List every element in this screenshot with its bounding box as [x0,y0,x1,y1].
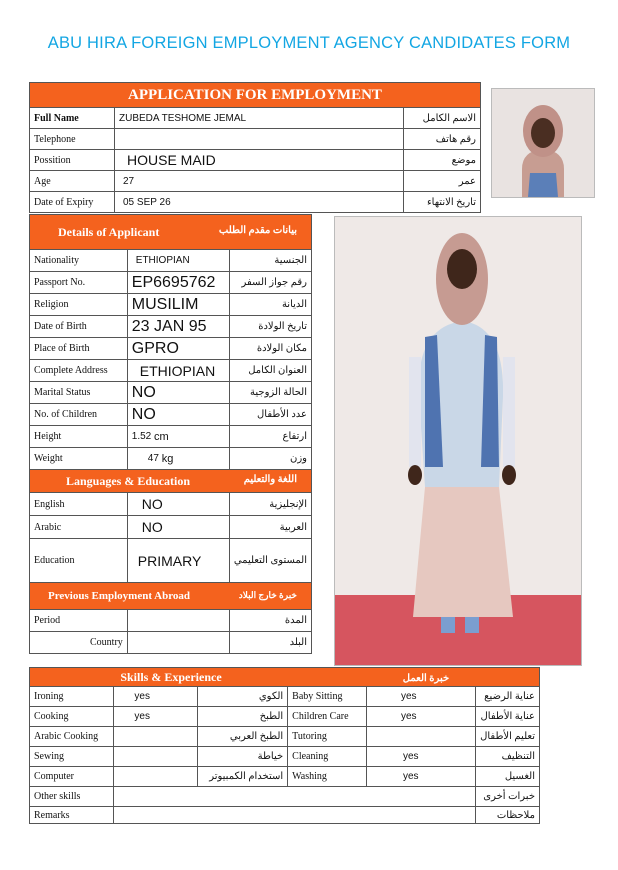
age-label: Age [30,171,115,192]
nationality-label: Nationality [30,250,128,272]
cooking-ar: الطبخ [198,707,288,727]
telephone-label: Telephone [30,129,115,150]
full-name-ar: الاسم الكامل [404,108,481,129]
weight-value [127,448,229,470]
country-ar: البلد [229,632,311,654]
religion-ar: الديانة [229,294,311,316]
weight-label: Weight [30,448,128,470]
remarks-value [114,807,476,824]
telephone-ar: رقم هاتف [404,129,481,150]
children-care-label: Children Care [288,707,367,727]
tutoring-value [366,727,475,747]
cleaning-label: Cleaning [288,747,367,767]
baby-sitting-ar: عناية الرضيع [476,687,540,707]
education-label: Education [30,539,128,583]
education-ar: المستوى التعليمي [229,539,311,583]
washing-ar: الغسيل [476,767,540,787]
cleaning-ar: التنظيف [476,747,540,767]
education-value: PRIMARY [127,539,229,583]
arabic-cooking-ar: الطبخ العربي [198,727,288,747]
religion-label: Religion [30,294,128,316]
other-skills-label: Other skills [30,787,114,807]
washing-value: yes [366,767,475,787]
sewing-value [114,747,198,767]
languages-header-en: Languages & Education [66,473,191,488]
pob-ar: مكان الولادة [229,338,311,360]
remarks-ar: ملاحظات [476,807,540,824]
arabic-cooking-value [114,727,198,747]
age-value: 27 [115,171,404,192]
full-body-figure-icon [335,217,581,665]
expiry-ar: تاريخ الانتهاء [404,192,481,213]
arabic-ar: العربية [229,516,311,539]
passport-label: Passport No. [30,272,128,294]
arabic-value: NO [127,516,229,539]
children-label: No. of Children [30,404,128,426]
height-unit: cm [154,430,169,443]
arabic-label: Arabic [30,516,128,539]
baby-sitting-value: yes [366,687,475,707]
expiry-value: 05 SEP 26 [115,192,404,213]
computer-value [114,767,198,787]
full-name-label: Full Name [30,108,115,129]
details-header-en: Details of Applicant [58,224,160,239]
period-value [127,610,229,632]
position-ar: موضع [404,150,481,171]
cooking-value: yes [114,707,198,727]
washing-label: Washing [288,767,367,787]
period-ar: المدة [229,610,311,632]
marital-value: NO [127,382,229,404]
application-table [29,82,481,213]
skills-header-ar: خبرة العمل [402,672,450,684]
age-ar: عمر [404,171,481,192]
full-name-value: ZUBEDA TESHOME JEMAL [115,108,404,129]
children-ar: عدد الأطفال [229,404,311,426]
weight-number: 47 [147,452,159,464]
tutoring-ar: تعليم الأطفال [476,727,540,747]
ironing-label: Ironing [30,687,114,707]
details-table [29,214,312,654]
dob-value: 23 JAN 95 [127,316,229,338]
skills-header [30,668,540,687]
address-ar: العنوان الكامل [229,360,311,382]
pob-value: GPRO [127,338,229,360]
details-header [30,215,312,250]
previous-header-en: Previous Employment Abroad [48,590,190,602]
computer-label: Computer [30,767,114,787]
position-value: HOUSE MAID [115,150,404,171]
pob-label: Place of Birth [30,338,128,360]
agency-title: ABU HIRA FOREIGN EMPLOYMENT AGENCY CANDIDATES FORM [47,34,571,52]
children-care-ar: عناية الأطفال [476,707,540,727]
arabic-cooking-label: Arabic Cooking [30,727,114,747]
height-ar: ارتفاع [229,426,311,448]
previous-header-ar: خبرة خارج البلاد [238,590,297,600]
dob-label: Date of Birth [30,316,128,338]
english-ar: الإنجليزية [229,493,311,516]
weight-ar: وزن [229,448,311,470]
portrait-figure-icon [492,89,594,197]
nationality-value: ETHIOPIAN [127,250,229,272]
languages-header [30,470,312,493]
marital-ar: الحالة الزوجية [229,382,311,404]
english-label: English [30,493,128,516]
other-skills-value [114,787,476,807]
country-value [127,632,229,654]
sewing-label: Sewing [30,747,114,767]
weight-unit: kg [161,452,174,465]
address-label: Complete Address [30,360,128,382]
children-value: NO [127,404,229,426]
english-value: NO [127,493,229,516]
religion-value: MUSILIM [127,294,229,316]
height-value [127,426,229,448]
full-body-photo [334,216,582,666]
previous-header [30,583,312,610]
tutoring-label: Tutoring [288,727,367,747]
telephone-value [115,129,404,150]
remarks-label: Remarks [30,807,114,824]
passport-ar: رقم جواز السفر [229,272,311,294]
other-skills-ar: خبرات أخرى [476,787,540,807]
expiry-label: Date of Expiry [30,192,115,213]
details-header-ar: بيانات مقدم الطلب [218,224,297,236]
position-label: Possition [30,150,115,171]
period-label: Period [30,610,128,632]
height-label: Height [30,426,128,448]
application-header: APPLICATION FOR EMPLOYMENT [30,83,481,108]
sewing-ar: خياطة [198,747,288,767]
computer-ar: استخدام الكمبيوتر [198,767,288,787]
height-number: 1.52 [131,430,152,442]
skills-table [29,667,540,824]
passport-value: EP6695762 [127,272,229,294]
languages-header-ar: اللغة والتعليم [243,473,297,485]
baby-sitting-label: Baby Sitting [288,687,367,707]
cleaning-value: yes [366,747,475,767]
country-label: Country [30,632,128,654]
nationality-ar: الجنسية [229,250,311,272]
cooking-label: Cooking [30,707,114,727]
address-value: ETHIOPIAN [127,360,229,382]
skills-header-en: Skills & Experience [120,669,222,684]
ironing-value: yes [114,687,198,707]
portrait-photo [491,88,595,198]
ironing-ar: الكوي [198,687,288,707]
marital-label: Marital Status [30,382,128,404]
children-care-value: yes [366,707,475,727]
dob-ar: تاريخ الولادة [229,316,311,338]
